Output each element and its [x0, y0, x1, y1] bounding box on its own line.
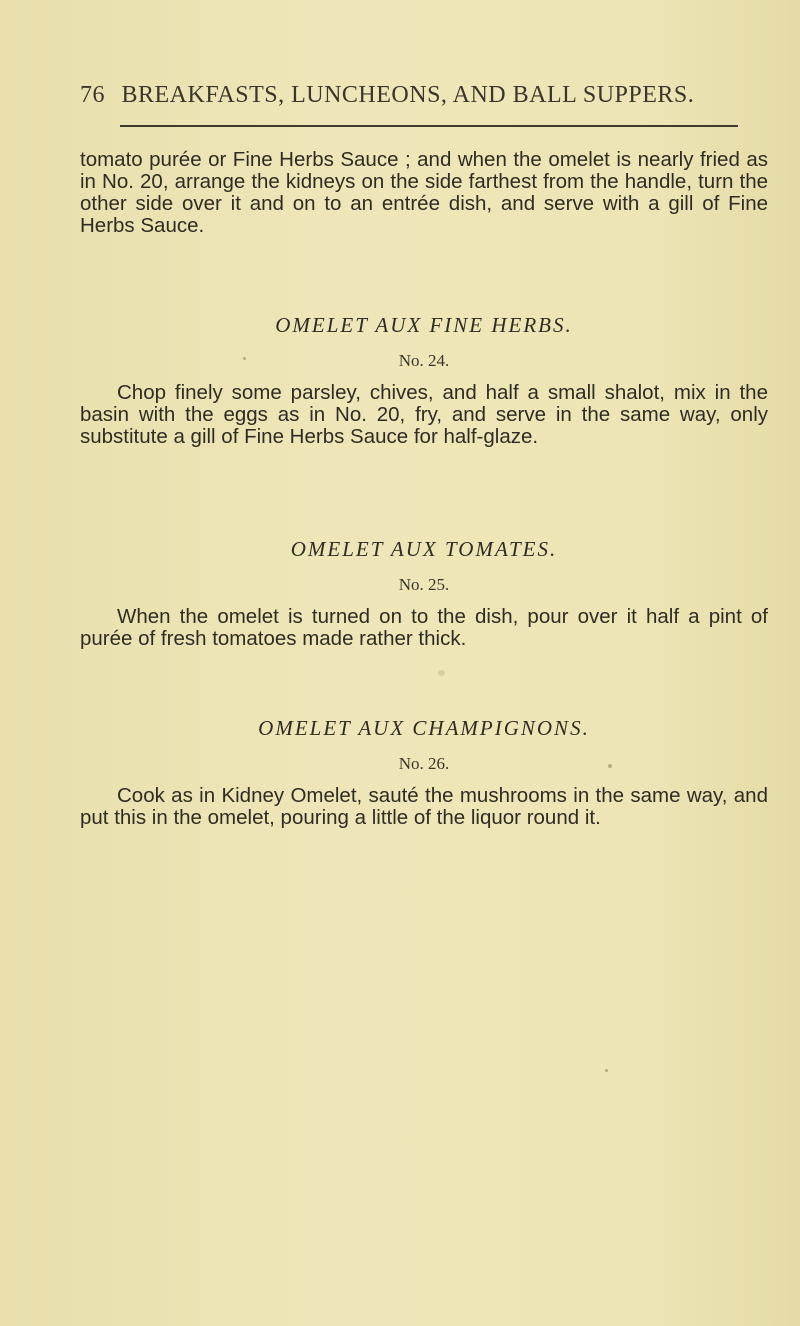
recipe-text-champignons: Cook as in Kidney Omelet, sauté the mushrooms in the same way, and put this in the omelet, pouring a little of the liquor round it. [80, 784, 768, 829]
paper-speck [608, 764, 612, 768]
page-number: 76 [80, 82, 105, 108]
continued-paragraph: tomato purée or Fine Herbs Sauce ; and when the omelet is nearly fried as in No. 20, arrange the kidneys on the side farthest from the handle, turn the other side over it and on to an entrée dish, and serve with a gill of Fine Herbs Sauce. [80, 148, 768, 237]
recipe-text-fine-herbs: Chop finely some parsley, chives, and half a small shalot, mix in the basin with the eggs as in No. 20, fry, and serve in the same way, only substitute a gill of Fine Herbs Sauce for half-glaze. [80, 381, 768, 448]
recipe-number-26: No. 26. [398, 754, 450, 773]
header-rule [120, 125, 738, 127]
running-head [80, 82, 740, 109]
recipe-heading-tomates: OMELET AUX TOMATES. [290, 537, 558, 561]
paper-speck [605, 1069, 608, 1072]
running-title: BREAKFASTS, LUNCHEONS, AND BALL SUPPERS. [121, 82, 695, 108]
paper-speck [438, 670, 445, 676]
recipe-heading-fine-herbs: OMELET AUX FINE HERBS. [275, 313, 573, 337]
paper-speck [243, 357, 246, 360]
recipe-number-24: No. 24. [398, 351, 450, 370]
recipe-heading-champignons: OMELET AUX CHAMPIGNONS. [258, 716, 590, 740]
recipe-number-25: No. 25. [398, 575, 450, 594]
recipe-text-tomates: When the omelet is turned on to the dish, pour over it half a pint of purée of fresh tomatoes made rather thick. [80, 605, 768, 650]
